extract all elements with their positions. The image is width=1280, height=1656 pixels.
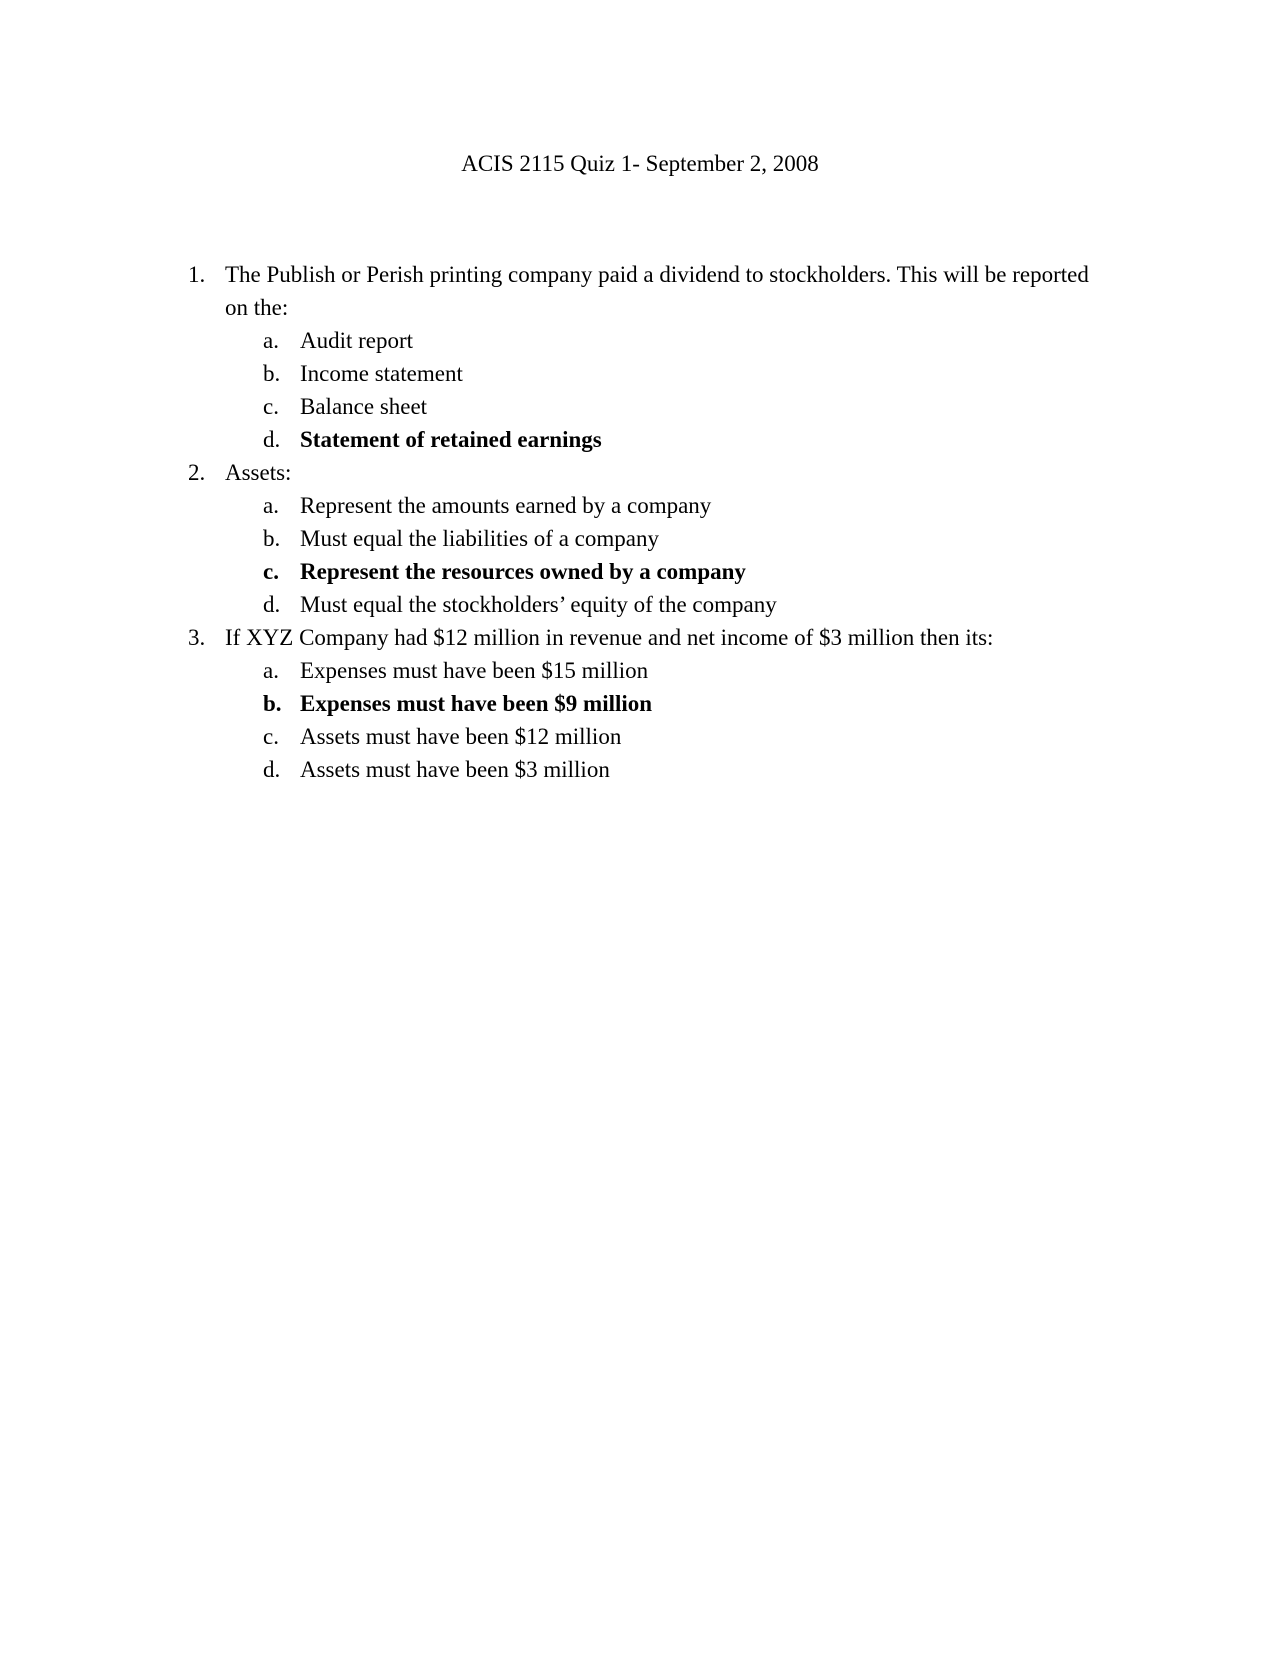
choice-letter: c.: [263, 559, 279, 584]
question-text: Assets:: [225, 460, 292, 485]
choice-item: [225, 390, 1108, 423]
choice-text: Balance sheet: [300, 394, 428, 419]
choice-item: [225, 720, 1108, 753]
choice-item: [225, 588, 1108, 621]
choice-item-answer: [225, 423, 1108, 456]
choice-letter: c.: [263, 394, 279, 419]
question-number: 1.: [188, 262, 206, 287]
question-3: [188, 621, 1108, 786]
choice-letter: d.: [263, 757, 281, 782]
choice-letter: a.: [263, 658, 279, 683]
choice-text: Assets must have been $3 million: [300, 757, 610, 782]
choice-item: [225, 753, 1108, 786]
choice-text: Must equal the liabilities of a company: [300, 526, 659, 551]
choice-letter: a.: [263, 493, 279, 518]
choice-text: Assets must have been $12 million: [300, 724, 622, 749]
choice-list: [225, 489, 1108, 621]
choice-item-answer: [225, 555, 1108, 588]
choice-letter: d.: [263, 592, 281, 617]
question-2: [188, 456, 1108, 621]
choice-item: [225, 324, 1108, 357]
choice-item-answer: [225, 687, 1108, 720]
choice-letter: c.: [263, 724, 279, 749]
choice-item: [225, 489, 1108, 522]
choice-text-answer: Represent the resources owned by a company: [300, 559, 746, 584]
question-text: If XYZ Company had $12 million in revenue and net income of $3 million then its:: [225, 625, 994, 650]
choice-letter: a.: [263, 328, 279, 353]
choice-text: Must equal the stockholders’ equity of the company: [300, 592, 777, 617]
choice-text: Expenses must have been $15 million: [300, 658, 649, 683]
choice-letter: b.: [263, 361, 281, 386]
question-1: [188, 258, 1108, 456]
choice-item: [225, 357, 1108, 390]
choice-text: Represent the amounts earned by a company: [300, 493, 712, 518]
question-text: The Publish or Perish printing company paid a dividend to stockholders. This will be reported on the:: [225, 262, 1089, 320]
choice-letter: b.: [263, 691, 282, 716]
choice-item: [225, 654, 1108, 687]
choice-text: Income statement: [300, 361, 463, 386]
choice-list: [225, 324, 1108, 456]
choice-text: Audit report: [300, 328, 414, 353]
choice-item: [225, 522, 1108, 555]
choice-text-answer: Statement of retained earnings: [300, 427, 602, 452]
choice-text-answer: Expenses must have been $9 million: [300, 691, 653, 716]
choice-letter: d.: [263, 427, 281, 452]
choice-letter: b.: [263, 526, 281, 551]
question-number: 3.: [188, 625, 206, 650]
question-list: [188, 258, 1108, 786]
document-title: ACIS 2115 Quiz 1- September 2, 2008: [461, 151, 819, 176]
choice-list: [225, 654, 1108, 786]
question-number: 2.: [188, 460, 206, 485]
